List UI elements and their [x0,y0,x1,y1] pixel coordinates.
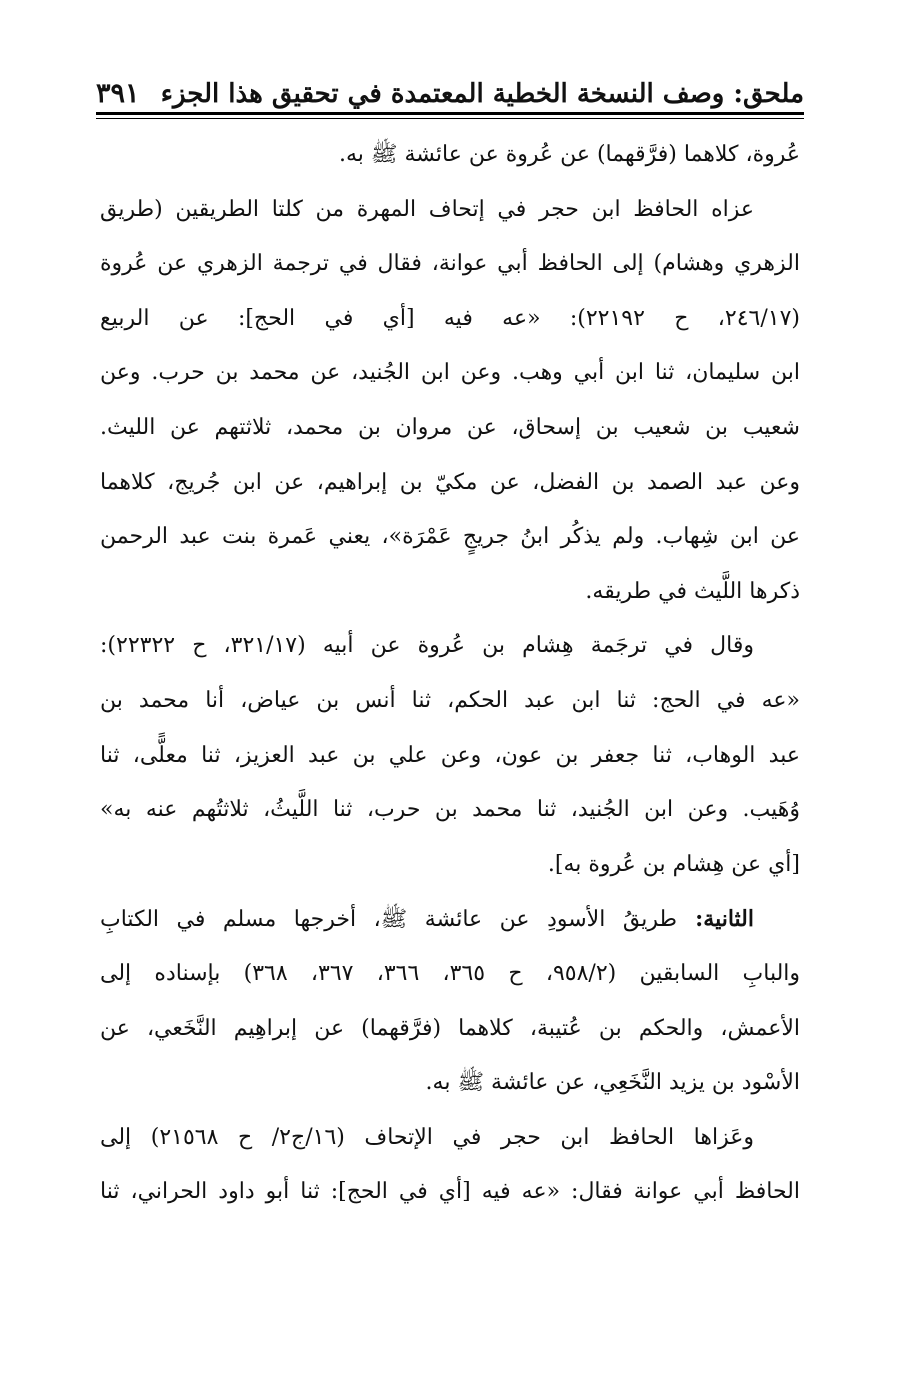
text-line: الأسْود بن يزيد النَّخَعِي، عن عائشة ﷺ به. [425,1070,800,1096]
text-line: عزاه الحافظ ابن حجر في إتحاف المهرة من كلتا الطريقين (طريق [100,196,754,222]
header-rule-thin [96,118,804,119]
header-rule [96,112,804,115]
text-line: الأعمش، والحكم بن عُتيبة، كلاهما (فرَّقهما) عن إبراهِيم النَّخَعي، عن [100,1015,800,1041]
text-line: الزهري وهشام) إلى الحافظ أبي عوانة، فقال في ترجمة الزهري عن عُروة [100,251,800,277]
body-text [100,128,800,1220]
page-number: ٣٩١ [96,78,140,109]
section-lead: الثانية: [676,906,754,933]
text-line: شعيب بن شعيب بن إسحاق، عن مروان بن محمد، ثلاثتهم عن الليث. [100,414,800,440]
text-line: عُروة، كلاهما (فرَّقهما) عن عُروة عن عائشة ﷺ به. [338,142,800,167]
text-line: وقال في ترجَمة هِشام بن عُروة عن أبيه (٣٢١/١٧، ح ٢٢٣٢٢): [100,633,755,659]
text-line: [أي عن هِشام بن عُروة به]. [547,851,800,877]
text-line: ذكرها اللَّيث في طريقه. [585,578,800,604]
header-title: ملحق: وصف النسخة الخطية المعتمدة في تحقيق هذا الجزء [160,79,804,109]
text-line: (٢٤٦/١٧، ح ٢٢١٩٢): «عه فيه [أي في الحج]: عن الربيع [100,305,800,331]
text-line: الثانية: طريقُ الأسودِ عن عائشة ﷺ، أخرجها مسلم في الكتابِ [100,906,754,933]
text-line: ابن سليمان، ثنا ابن أبي وهب. وعن ابن الجُنيد، عن محمد بن حرب. وعن [100,360,800,386]
text-line: عبد الوهاب، ثنا جعفر بن عون، وعن علي بن عبد العزيز، ثنا معلًّى، ثنا [100,742,800,768]
text-line: عن ابن شِهاب. ولم يذكُر ابنُ جريجٍ عَمْرَة»، يعني عَمرة بنت عبد الرحمن [100,524,800,550]
running-header [96,70,804,110]
text-line: الحافظ أبي عوانة فقال: «عه فيه [أي في الحج]: ثنا أبو داود الحراني، ثنا [100,1179,800,1205]
text-line: «عه في الحج: ثنا ابن عبد الحكم، ثنا أنس بن عياض، أنا محمد بن [100,687,800,713]
text-line: وعَزاها الحافظ ابن حجر في الإتحاف (١٦/ج٢/ ح ٢١٥٦٨) إلى [100,1124,754,1150]
text-line: والبابِ السابقين (٩٥٨/٢، ح ٣٦٥، ٣٦٦، ٣٦٧، ٣٦٨) بإسناده إلى [100,960,800,986]
text-line: وعن عبد الصمد بن الفضل، عن مكيّ بن إبراهيم، عن ابن جُريج، كلاهما [100,469,800,495]
text-line: وُهَيب. وعن ابن الجُنيد، ثنا محمد بن حرب، ثنا اللَّيثُ، ثلاثتُهم عنه به» [100,797,800,823]
